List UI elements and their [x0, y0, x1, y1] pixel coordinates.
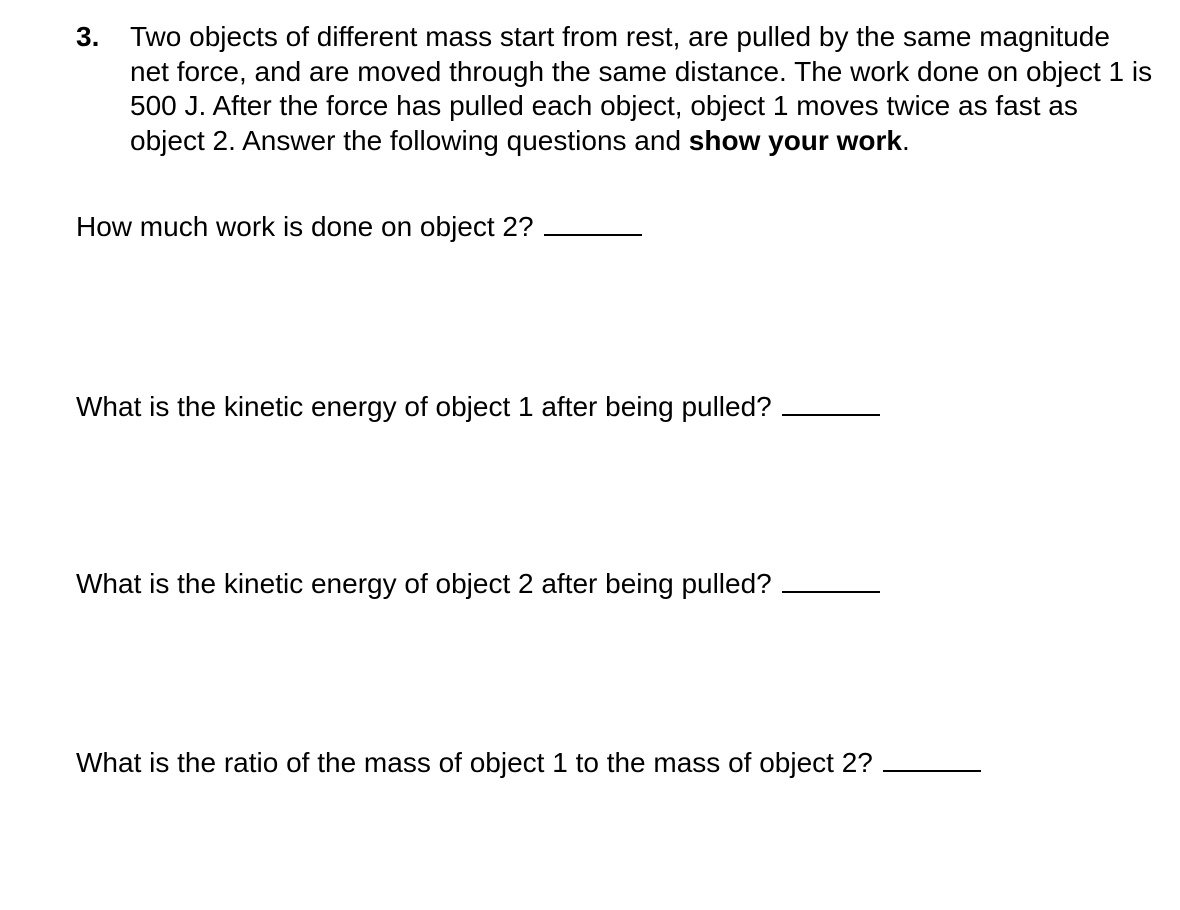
answer-blank[interactable]	[782, 392, 880, 416]
question-text: What is the kinetic energy of object 1 after being pulled?	[76, 391, 772, 422]
question-work-object-2	[76, 210, 642, 244]
answer-blank[interactable]	[782, 569, 880, 593]
problem-text	[130, 20, 1156, 158]
question-ke-object-1	[76, 390, 880, 424]
answer-blank[interactable]	[883, 748, 981, 772]
problem-text-end: .	[901, 124, 910, 156]
problem-text-body: Two objects of different mass start from rest, are pulled by the same magnitude net force, and are moved through the same distance. The work done on object 1 is 500 J. After the force has pulled each object, object 1 moves twice as fast as object 2. Answer the following questions and	[130, 21, 1153, 156]
question-text: How much work is done on object 2?	[76, 211, 534, 242]
problem-number: 3.	[76, 21, 100, 52]
question-text: What is the kinetic energy of object 2 after being pulled?	[76, 568, 772, 599]
question-ke-object-2	[76, 567, 880, 601]
answer-blank[interactable]	[544, 212, 642, 236]
question-text: What is the ratio of the mass of object 1 to the mass of object 2?	[76, 747, 873, 778]
question-mass-ratio	[76, 746, 981, 780]
problem-statement	[76, 20, 1156, 158]
problem-text-emphasis: show your work	[688, 124, 902, 156]
